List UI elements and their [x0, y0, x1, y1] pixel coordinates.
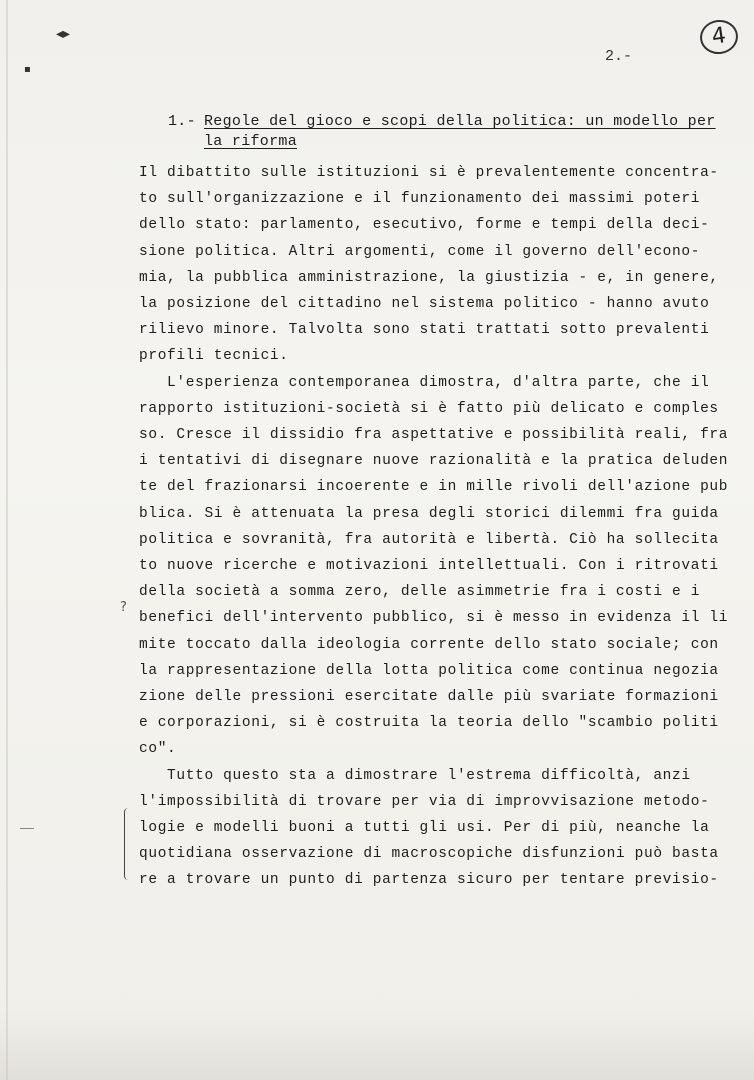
- body-line: politica e sovranità, fra autorità e libertà. Ciò ha sollecita: [139, 531, 719, 548]
- corner-mark-icon: ◂▸: [56, 26, 71, 42]
- section-title-line-2: la riforma: [204, 133, 298, 150]
- body-line: la posizione del cittadino nel sistema politico - hanno avuto: [139, 296, 710, 312]
- body-line: blica. Si è attenuata la presa degli storici dilemmi fra guida: [139, 505, 719, 522]
- margin-question-mark: ?: [120, 600, 127, 615]
- body-line: to sull'organizzazione e il funzionamento dei massimi poteri: [139, 191, 701, 208]
- body-line: L'esperienza contemporanea dimostra, d'altra parte, che il: [139, 374, 710, 391]
- body-line: mite toccato dalla ideologia corrente dello stato sociale; con: [139, 636, 719, 653]
- section-number: 1.-: [168, 113, 196, 130]
- body-line: rapporto istituzioni-società si è fatto più delicato e comples: [139, 400, 719, 417]
- body-line: so. Cresce il dissidio fra aspettative e possibilità reali, fra: [139, 427, 729, 443]
- margin-bracket-mark: [124, 808, 131, 880]
- body-line: l'impossibilità di trovare per via di improvvisazione metodo-: [139, 793, 710, 810]
- body-line: benefici dell'intervento pubblico, si è messo in evidenza il li: [139, 610, 729, 627]
- body-line: Tutto questo sta a dimostrare l'estrema difficoltà, anzi: [139, 767, 691, 784]
- body-line: dello stato: parlamento, esecutivo, forme e tempi della deci-: [139, 217, 710, 234]
- body-line: to nuove ricerche e motivazioni intellettuali. Con i ritrovati: [139, 558, 719, 574]
- folio-circle: 4: [698, 18, 740, 57]
- body-line: quotidiana osservazione di macroscopiche disfunzioni può basta: [139, 846, 719, 863]
- body-line: re a trovare un punto di partenza sicuro per tentare previsio-: [139, 872, 719, 889]
- corner-dot-icon: ▪: [24, 64, 31, 75]
- body-line: rilievo minore. Talvolta sono stati trattati sotto prevalenti: [139, 322, 710, 339]
- body-line: mia, la pubblica amministrazione, la giustizia - e, in genere,: [139, 269, 719, 286]
- body-line: e corporazioni, si è costruita la teoria dello "scambio politi: [139, 715, 719, 732]
- page-number: 2.-: [605, 48, 633, 65]
- section-title-line-1: Regole del gioco e scopi della politica: un modello per: [204, 113, 716, 130]
- body-line: sione politica. Altri argomenti, come il governo dell'econo-: [139, 243, 701, 260]
- body-line: co".: [139, 741, 177, 758]
- margin-dash-mark: [20, 828, 34, 829]
- page-edge-shadow: [6, 0, 8, 1080]
- body-line: della società a somma zero, delle asimmetrie fra i costi e i: [139, 584, 701, 601]
- body-line: la rappresentazione della lotta politica come continua negozia: [139, 662, 719, 679]
- body-line: logie e modelli buoni a tutti gli usi. Per di più, neanche la: [139, 820, 710, 836]
- body-line: profili tecnici.: [139, 348, 289, 365]
- body-line: zione delle pressioni esercitate dalle più svariate formazioni: [139, 689, 719, 705]
- page-bottom-shade: [0, 1010, 754, 1080]
- body-line: Il dibattito sulle istituzioni si è prevalentemente concentra-: [139, 165, 719, 181]
- body-line: i tentativi di disegnare nuove razionalità e la pratica deluden: [139, 453, 729, 470]
- body-line: te del frazionarsi incoerente e in mille rivoli dell'azione pub: [139, 479, 729, 496]
